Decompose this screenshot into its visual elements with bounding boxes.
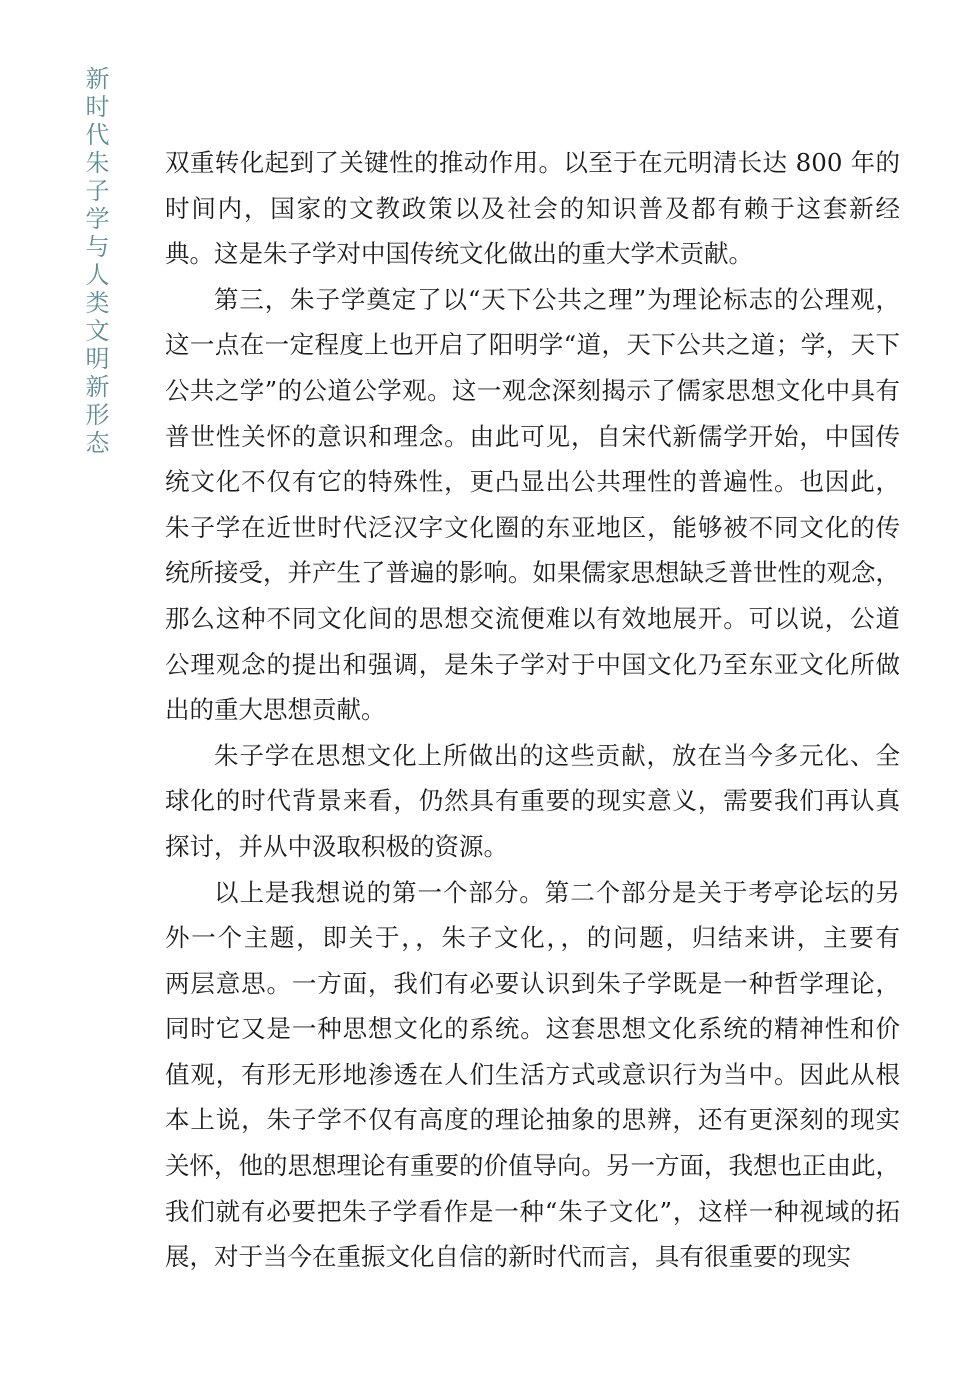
running-header-title: 新时代朱子学与人类文明新形态 [81, 66, 109, 458]
paragraph [165, 733, 900, 870]
text-line: 本上说，朱子学不仅有高度的理论抽象的思辨，还有更深刻的现实 [165, 1105, 900, 1135]
text-line: 关怀，他的思想理论有重要的价值导向。另一方面，我想也正由此， [165, 1151, 900, 1181]
text-line: 第三，朱子学奠定了以“天下公共之理”为理论标志的公理观， [214, 284, 900, 314]
text-line: 公理观念的提出和强调，是朱子学对于中国文化乃至东亚文化所做 [165, 649, 900, 679]
text-line: 双重转化起到了关键性的推动作用。以至于在元明清长达 800 年的 [165, 148, 900, 177]
paragraph [165, 277, 900, 733]
paragraph [165, 870, 900, 1280]
text-line: 出的重大思想贡献。 [165, 695, 386, 725]
text-line: 统所接受，并产生了普遍的影响。如果儒家思想缺乏普世性的观念， [165, 558, 900, 588]
text-line: 典。这是朱子学对中国传统文化做出的重大学术贡献。 [165, 239, 753, 269]
text-line: 统文化不仅有它的特殊性，更凸显出公共理性的普遍性。也因此， [165, 467, 900, 497]
text-line: 以上是我想说的第一个部分。第二个部分是关于考亭论坛的另 [214, 877, 900, 907]
text-line: 外一个主题，即关于，，朱子文化，，的问题，归结来讲，主要有 [165, 923, 900, 953]
text-line: 同时它又是一种思想文化的系统。这套思想文化系统的精神性和价 [165, 1014, 900, 1044]
paragraph [165, 140, 900, 277]
text-line: 值观，有形无形地渗透在人们生活方式或意识行为当中。因此从根 [165, 1059, 900, 1089]
body-text [165, 140, 900, 1280]
text-line: 那么这种不同文化间的思想交流便难以有效地展开。可以说，公道 [165, 603, 900, 633]
text-line: 我们就有必要把朱子学看作是一种“朱子文化”，这样一种视域的拓 [165, 1196, 900, 1226]
text-line: 这一点在一定程度上也开启了阳明学“道，天下公共之道；学，天下 [165, 330, 900, 360]
text-line: 公共之学”的公道公学观。这一观念深刻揭示了儒家思想文化中具有 [165, 375, 900, 405]
text-line: 探讨，并从中汲取积极的资源。 [165, 831, 508, 861]
text-line: 朱子学在近世时代泛汉字文化圈的东亚地区，能够被不同文化的传 [165, 512, 900, 542]
text-line: 球化的时代背景来看，仍然具有重要的现实意义，需要我们再认真 [165, 786, 900, 816]
text-line: 展，对于当今在重振文化自信的新时代而言，具有很重要的现实 [165, 1242, 851, 1272]
text-line: 普世性关怀的意识和理念。由此可见，自宋代新儒学开始，中国传 [165, 421, 900, 451]
text-line: 朱子学在思想文化上所做出的这些贡献，放在当今多元化、全 [214, 740, 900, 770]
text-line: 时间内，国家的文教政策以及社会的知识普及都有赖于这套新经 [165, 193, 900, 223]
text-line: 两层意思。一方面，我们有必要认识到朱子学既是一种哲学理论， [165, 968, 900, 998]
